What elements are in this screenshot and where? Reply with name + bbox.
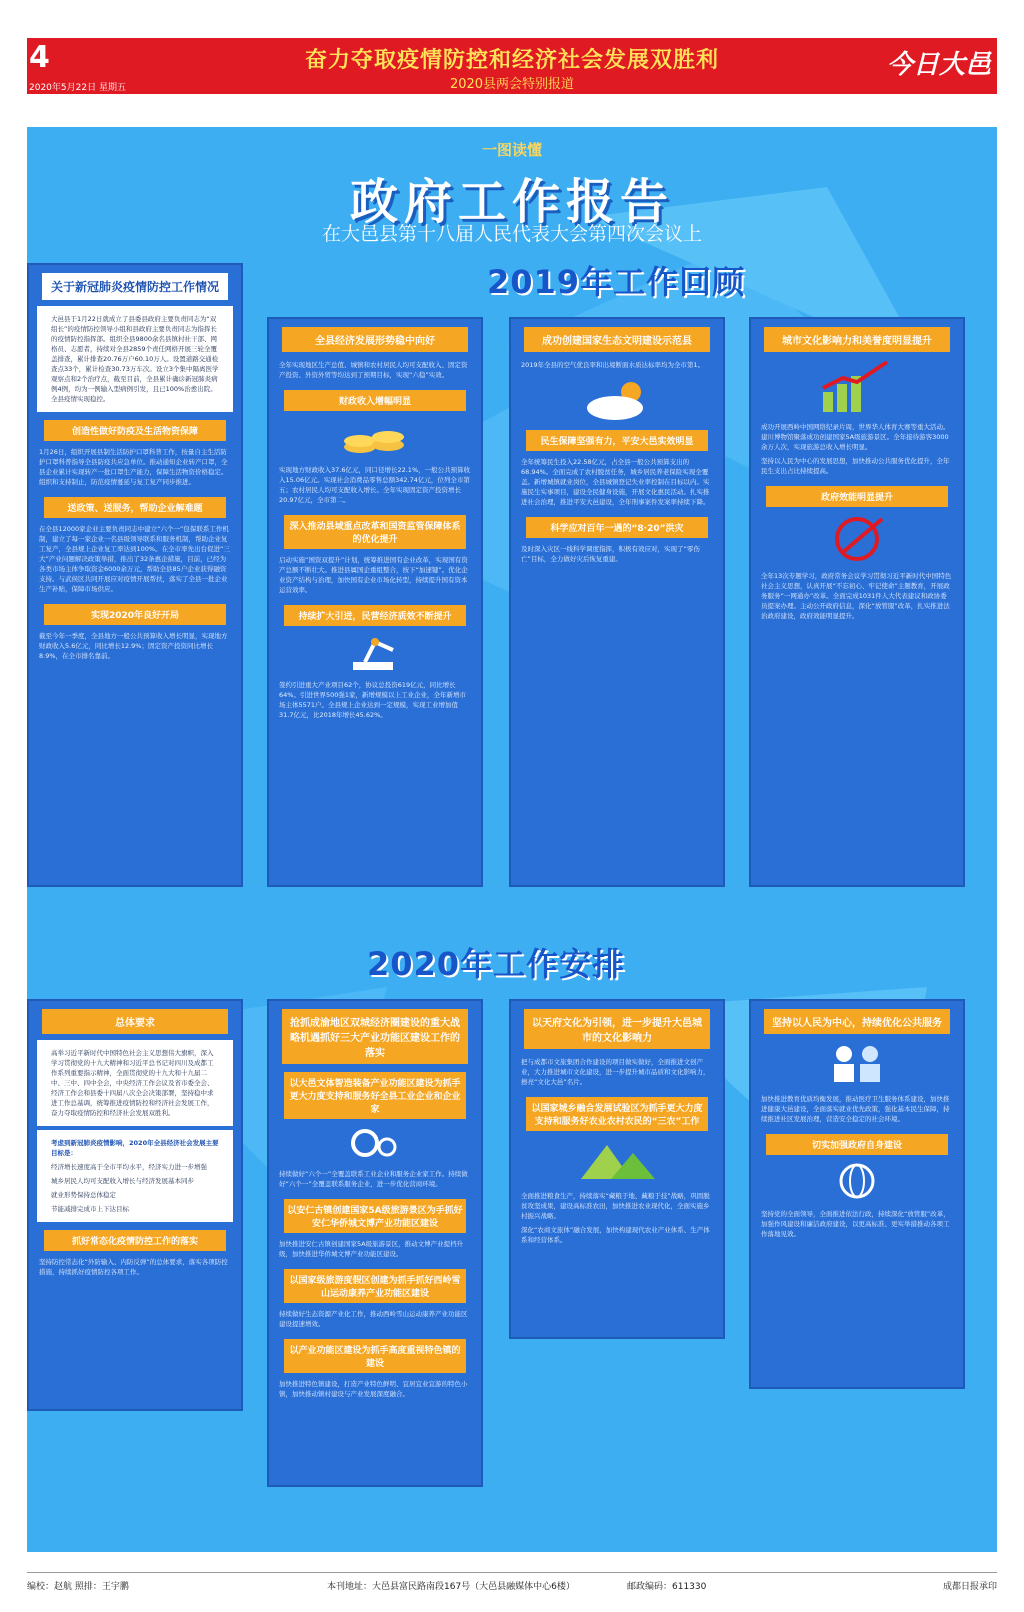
subsection-text: 坚持防控常态化“外防输入、内防反弹”的总体要求，落实各项防控措施，持续抓好疫情防控各项工作。 bbox=[39, 1258, 228, 1276]
subsection-title: 政府效能明显提升 bbox=[766, 486, 948, 507]
report-subtitle: 在大邑县第十八届人民代表大会第四次会议上 bbox=[321, 223, 702, 245]
plan-column-services bbox=[749, 999, 965, 1389]
review-column-covid bbox=[27, 263, 243, 887]
intro-box bbox=[37, 306, 233, 412]
subsection-title: 实现2020年良好开局 bbox=[44, 604, 226, 625]
column-text: 成功开展西岭中国网络纪录片周，世界华人体育大赛等重大活动。建川博物馆聚落成功创建国家5A级旅游景区。全年接待游客3000余万人次，实现旅游总收入增长明显。 bbox=[761, 423, 950, 451]
subsection-text: 加快推进特色镇建设，打造产业特色鲜明、宜居宜业宜游的特色小镇，加快推动镇村建设与产业发展深度融合。 bbox=[279, 1380, 468, 1398]
subsection-text: 1月26日，组织开展县制生活防护口罩科普工作，按量自主生活防护口罩科普指导全县防疫共应急单位。推动通知企业转产口罩，全县企业累计实现转产一批口罩生产能力，保障生活物资价格稳定。组织和支持制止，防范疫情蔓延与复工复产同步推进。 bbox=[39, 448, 228, 486]
subsection-text: 全年13次专题学习，政府常务会议学习贯彻习近平新时代中国特色社会主义思想，认真开展“不忘初心、牢记使命”主题教育，开展政务服务“一网通办”改革。全面完成1031件人大代表建议和政协委员提案办理。主动公开政府信息，深化“放管服”改革，扎实推进法治政府建设，政府效能明显提升。 bbox=[761, 572, 952, 620]
column-text: 全年实现地区生产总值、城镇和农村居民人均可支配收入、固定资产投资、外资外贸等均达到了预期目标，实现“六稳”实效。 bbox=[279, 361, 468, 379]
subsection-title: 以国家城乡融合发展试验区为抓手更大力度支持和服务好农业农村农民的“三农”工作 bbox=[526, 1097, 708, 1131]
column-title: 城市文化影响力和美誉度明显提升 bbox=[764, 327, 951, 352]
column-title: 抢抓成渝地区双城经济圈建设的重大战略机遇抓好三大产业功能区建设工作的落实 bbox=[282, 1009, 469, 1064]
column-title: 成功创建国家生态文明建设示范县 bbox=[524, 327, 711, 352]
plan-heading: 2020年工作安排 bbox=[367, 945, 626, 983]
column-text: 2019年全县的空气优良率和出境断面水质达标率均为全市第1。 bbox=[521, 361, 705, 369]
subsection-text: 全面推进粮食生产，持续落实“藏粮于地、藏粮于技”战略，巩固脱贫攻坚成果，建设高标准农田，加快推进农业现代化，全面实施乡村振兴战略。 bbox=[521, 1192, 710, 1220]
subsection-title: 抓好常态化疫情防控工作的落实 bbox=[44, 1230, 226, 1251]
footer-postcode: 邮政编码：611330 bbox=[627, 1582, 707, 1592]
subsection-text: 坚持党的全面领导，全面推进依法行政，持续深化“放管服”改革，加强作风建设和廉洁政府建设，以更高标准、更实举措推动各项工作落地见效。 bbox=[761, 1210, 950, 1238]
subsection-text: 加快推进安仁古镇创建国家5A级旅游景区，推动文博产业提档升级，加快推进华侨城文博产业功能区建设。 bbox=[279, 1240, 464, 1258]
page-subheadline: 2020县两会特别报道 bbox=[449, 77, 575, 92]
robot-arm-icon bbox=[345, 632, 405, 672]
subsection-text: 及时深入灾区一线科学调度指挥，积极有效应对，实现了“零伤亡”目标，全力做好灾后恢复重建。 bbox=[521, 545, 700, 563]
review-column-ecology bbox=[509, 317, 725, 887]
page-number: 4 bbox=[29, 40, 50, 75]
subsection-title: 以安仁古镇创建国家5A级旅游景区为手抓好安仁华侨城文博产业功能区建设 bbox=[284, 1199, 466, 1233]
plan-column-industry bbox=[267, 999, 483, 1487]
column-title: 总体要求 bbox=[42, 1009, 229, 1034]
goal-item: 节能减排完成市上下达目标 bbox=[51, 1205, 129, 1213]
review-heading: 2019年工作回顾 bbox=[487, 263, 746, 301]
footer-editors: 编校：赵航 照排：王宇鹏 bbox=[27, 1582, 129, 1592]
subsection-text: 启动实施“国资双提升”计划，统筹推进国有企业改革，实现国有资产总额不断壮大。推进县属国企重组整合，按下“加速键”。优化企业资产结构与治理，加快国有企业市场化转型，持续提升国有资本运营效率。 bbox=[279, 556, 468, 594]
subsection-text: 持续做好“六个一”全覆盖联系工业企业和服务企业家工作。持续做好“六个一”全覆盖联系服务企业，进一步优化营商环境。 bbox=[279, 1170, 468, 1188]
issue-date: 2020年5月22日 星期五 bbox=[29, 83, 126, 93]
people-icon bbox=[822, 1040, 892, 1086]
subsection-title: 科学应对百年一遇的“8·20”洪灾 bbox=[526, 517, 708, 538]
subsection-title: 深入推动县域重点改革和国资监管保障体系的优化提升 bbox=[284, 515, 466, 549]
coins-icon bbox=[340, 417, 410, 457]
column-title: 关于新冠肺炎疫情防控工作情况 bbox=[42, 273, 229, 300]
subsection-text: 签约引进重大产业项目62个，协议总投资619亿元，同比增长64%。引进世界500强1家，新增规模以上工业企业，全年新增市场主体5571户。全县规上企业达到一定规模，实现工业增加值31.7亿元，比2018年增长45.62%。 bbox=[279, 681, 466, 719]
subsection-title: 创造性做好防疫及生活物资保障 bbox=[44, 420, 226, 441]
page-headline: 奋力夺取疫情防控和经济社会发展双胜利 bbox=[304, 47, 719, 73]
plan-column-culture bbox=[509, 999, 725, 1339]
gears-icon bbox=[345, 1125, 405, 1161]
kicker-label: 一图读懂 bbox=[481, 141, 542, 159]
footer-address: 本刊地址：大邑县富民路南段167号（大邑县融媒体中心6楼） bbox=[327, 1582, 575, 1592]
subsection-title: 以大邑文体智造装备产业功能区建设为抓手更大力度支持和服务好全县工业企业和企业家 bbox=[284, 1072, 466, 1119]
subsection-text: 实现地方财政收入37.6亿元，同口径增长22.1%，一般公共预算收入15.06亿元。实现社会消费品零售总额342.74亿元，位列全市第五；农村居民人均可支配收入增长。全年实现固定资产投资增长20.97亿元，全市第二。 bbox=[279, 466, 471, 504]
plan-column-requirements bbox=[27, 999, 243, 1411]
subsection-title: 持续扩大引进，民营经济质效不断提升 bbox=[284, 605, 466, 626]
column-text: 坚持以人民为中心的发展思想，加快推动公共服务优化提升，全年民生支出占比持续提高。 bbox=[761, 457, 950, 475]
subsection-text: 截至今年一季度，全县地方一般公共预算收入增长明显，实现地方财政收入5.6亿元，同比增长12.9%；固定资产投资同比增长8.9%，在全市排名靠前。 bbox=[39, 632, 228, 660]
review-column-culture bbox=[749, 317, 965, 887]
subsection-title: 以产业功能区建设为抓手高度重视特色镇的建设 bbox=[284, 1339, 466, 1373]
page-footer bbox=[27, 1572, 997, 1592]
newspaper-logo: 今日大邑 bbox=[886, 50, 991, 80]
globe-icon bbox=[832, 1161, 882, 1201]
goal-item: 经济增长速度高于全市平均水平，经济实力进一步增强 bbox=[51, 1163, 207, 1171]
subsection-text: 全年统筹民生投入22.58亿元，占全县一般公共预算支出的68.94%。全面完成了农村脱贫任务，城乡居民养老保险实现全覆盖。新增城镇就业岗位，全县城镇登记失业率控制在目标以内。实施民生实事项目，建设全民健身设施，开展文化惠民活动。扎实推进社会治理，推进平安大邑建设，全年刑事案件发案率持续下降。 bbox=[521, 458, 710, 506]
growth-chart-icon bbox=[817, 358, 897, 414]
infographic-panel bbox=[27, 127, 997, 1552]
column-title: 坚持以人民为中心，持续优化公共服务 bbox=[764, 1009, 951, 1034]
intro-text: 大邑县于1月22日就成立了县委县政府主要负责同志为“双组长”的疫情防控领导小组和县政府主要负责同志为指挥长的疫情防控指挥部。组织全县9800余名县镇村社干部、网格员、志愿者，持续对全县2859个责任网格开展三轮全覆盖排查，累计排查20.76万户60.10万人。设置道路交通检查点33个，累计检查30.73万车次。设立3个集中隔离医学观察点和2个治疗点，截至目前，全县累计确诊新冠肺炎病例4例，均为一例输入型病例引发，且已100%治愈出院。全县疫情实现稳控。 bbox=[51, 315, 219, 403]
requirements-text: 高举习近平新时代中国特色社会主义思想伟大旗帜，深入学习贯彻党的十九大精神和习近平总书记对四川及成都工作系列重要指示精神，全面贯彻党的十九大和十九届二中、三中、四中全会，中央经济工作会议及省市委全会、经济工作会和县委十四届八次全会决策部署，坚持稳中求进工作总基调，统筹推进疫情防控和经济社会发展工作，奋力夺取疫情防控和经济社会发展双胜利。 bbox=[51, 1049, 214, 1117]
subsection-text: 持续做好生态资源产业化工作，推动西岭雪山运动康养产业功能区建设提速增效。 bbox=[279, 1310, 468, 1328]
requirements-box bbox=[37, 1040, 233, 1126]
mountain-icon bbox=[577, 1137, 657, 1183]
goal-item: 城乡居民人均可支配收入增长与经济发展基本同步 bbox=[51, 1177, 194, 1185]
column-title: 以天府文化为引领，进一步提升大邑城市的文化影响力 bbox=[524, 1009, 711, 1049]
report-title: 政府工作报告 bbox=[349, 174, 674, 230]
subsection-text: 深化“农商文旅体”融合发展，加快构建现代农业产业体系、生产体系和经营体系。 bbox=[521, 1226, 710, 1244]
subsection-title: 财政收入增幅明显 bbox=[284, 390, 466, 411]
footer-printer: 成都日报承印 bbox=[942, 1582, 997, 1592]
subsection-title: 送政策、送服务，帮助企业解难题 bbox=[44, 497, 226, 518]
sun-cloud-icon bbox=[577, 378, 657, 422]
review-column-economy bbox=[267, 317, 483, 887]
column-text: 加快推进教育优质均衡发展，推动医疗卫生服务体系建设，加快推进健康大邑建设，全面落实就业优先政策，强化基本民生保障，持续推进社区发展治理，营造安全稳定的社会环境。 bbox=[761, 1095, 950, 1123]
subsection-text: 在全县12000家企业主要负责同志中建立“六个一”包保联系工作机制，建立了每一家企业一名县级领导联系和服务机制，帮助企业复工复产，全县规上企业复工率达到100%。在全市率先出台促进“三大”产业问题解决政策举措，推出了32条惠企措施，目前，已经为各类市场主体争取资金6000余万元，帮助全县85户企业获得融资支持。与武侯区共同开展应对疫情开展帮扶，落实了全县一批企业生产补贴，保障市场供应。 bbox=[39, 525, 230, 593]
masthead bbox=[27, 38, 997, 94]
goal-item: 就业形势保持总体稳定 bbox=[51, 1191, 116, 1199]
subsection-title: 民生保障坚强有力，平安大邑实效明显 bbox=[526, 430, 708, 451]
subsection-title: 以国家级旅游度假区创建为抓手抓好西岭雪山运动康养产业功能区建设 bbox=[284, 1269, 466, 1303]
goals-box bbox=[37, 1130, 233, 1222]
column-title: 全县经济发展形势稳中向好 bbox=[282, 327, 469, 352]
target-icon bbox=[822, 513, 892, 563]
goals-title: 考虑到新冠肺炎疫情影响，2020年全县经济社会发展主要目标是： bbox=[51, 1139, 219, 1157]
column-text: 把与成都市文旅集团合作建设的项目做实做好，全面推进文创产业，大力推进城市文化建设，进一步提升城市品质和文化影响力，擦亮“文化大邑”名片。 bbox=[521, 1058, 710, 1086]
subsection-title: 切实加强政府自身建设 bbox=[766, 1134, 948, 1155]
